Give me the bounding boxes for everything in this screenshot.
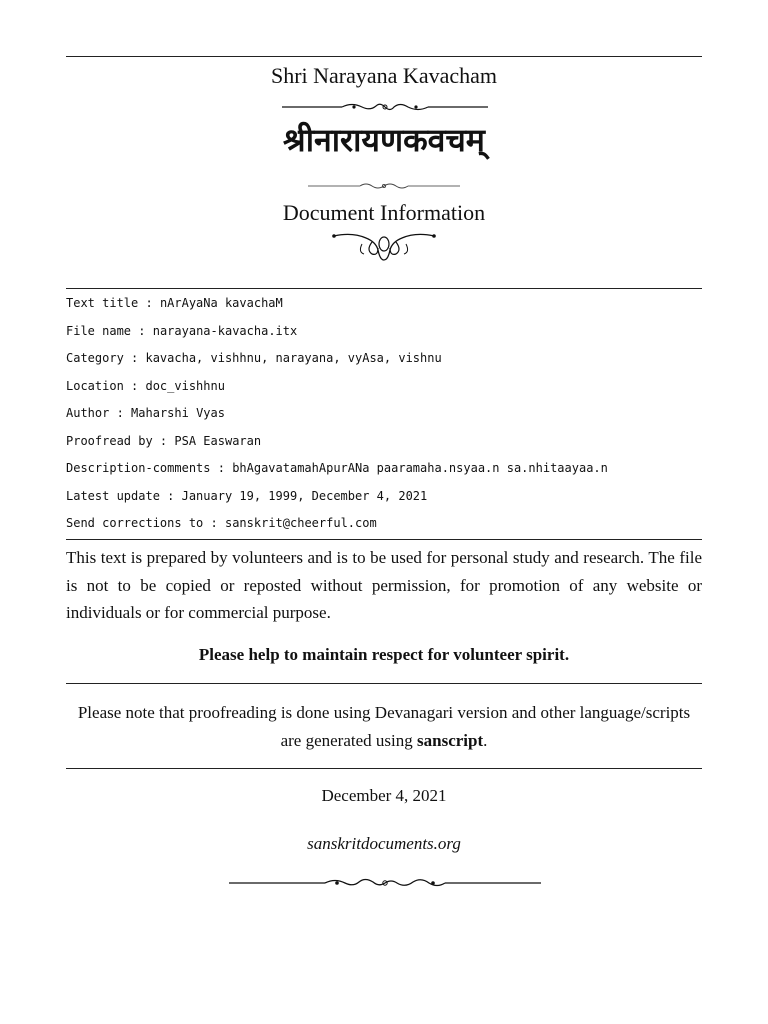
metadata-top-rule	[66, 288, 702, 289]
meta-label: Location	[66, 378, 124, 393]
ornament-divider	[282, 100, 488, 114]
proof-bottom-rule	[66, 768, 702, 769]
website-link[interactable]: sanskritdocuments.org	[307, 834, 461, 853]
section-heading: Document Information	[282, 200, 486, 225]
proofreading-note-suffix: .	[483, 731, 488, 750]
respect-note: Please help to maintain respect for volunteer spirit.	[198, 645, 570, 664]
corrections-email-link[interactable]: sanskrit@cheerful.com	[224, 516, 377, 530]
meta-label: Category	[66, 351, 124, 365]
metadata-item-author: Author : Maharshi Vyas	[66, 406, 225, 420]
meta-label: Author	[66, 406, 110, 420]
meta-value: Maharshi Vyas	[131, 406, 225, 420]
ornament-divider-small	[308, 180, 460, 192]
sanscript-emphasis: sanscript	[417, 731, 484, 750]
meta-label: Proofread by	[66, 433, 153, 448]
top-rule	[66, 56, 702, 57]
meta-label: Description-comments	[66, 461, 211, 475]
metadata-item-file-name: File name : narayana-kavacha.itx	[66, 323, 298, 338]
metadata-item-proofread-by: Proofread by : PSA Easwaran	[66, 433, 262, 448]
ornament-divider-bottom	[229, 876, 541, 890]
proofreading-note-text: Please note that proofreading is done using Devanagari version and other language/scripts are generated using	[77, 703, 691, 750]
meta-label: Send corrections to	[66, 516, 204, 530]
meta-value: January 19, 1999, December 4, 2021	[181, 488, 428, 503]
meta-value: bhAgavatamahApurANa paaramaha.nsyaa.n sa.nhitaayaa.n	[232, 461, 608, 475]
metadata-item-location: Location : doc_vishhnu	[66, 378, 225, 393]
meta-label: Text title	[66, 296, 139, 310]
notice-bottom-rule	[66, 683, 702, 684]
metadata-item-send-corrections: Send corrections to : sanskrit@cheerful.com	[66, 516, 377, 530]
flourish-ornament	[332, 228, 436, 264]
meta-value: narayana-kavacha.itx	[152, 323, 298, 338]
meta-label: File name	[66, 323, 132, 338]
meta-label: Latest update	[66, 488, 160, 503]
metadata-list	[66, 290, 702, 538]
meta-value: PSA Easwaran	[174, 433, 262, 448]
notice-paragraph: This text is prepared by volunteers and is to be used for personal study and research. The file is not to be copied or reposted without permission, for promotion of any website or individuals or for commercial purpose.	[66, 548, 702, 622]
document-title: Shri Narayana Kavacham	[270, 63, 497, 88]
metadata-bottom-rule	[66, 539, 702, 540]
metadata-item-text-title: Text title : nArAyaNa kavachaM	[66, 296, 283, 310]
meta-value: kavacha, vishhnu, narayana, vyAsa, vishnu	[145, 351, 442, 365]
meta-value: nArAyaNa kavachaM	[159, 296, 283, 310]
proofreading-note	[66, 699, 702, 755]
metadata-item-category: Category : kavacha, vishhnu, narayana, vyAsa, vishnu	[66, 351, 442, 365]
meta-value: doc_vishhnu	[145, 378, 225, 393]
devanagari-title: श्रीनारायणकवचम्	[283, 121, 485, 159]
metadata-item-latest-update: Latest update : January 19, 1999, December 4, 2021	[66, 488, 428, 503]
metadata-item-description: Description-comments : bhAgavatamahApurANa paaramaha.nsyaa.n sa.nhitaayaa.n	[66, 461, 608, 475]
document-date: December 4, 2021	[321, 786, 447, 805]
